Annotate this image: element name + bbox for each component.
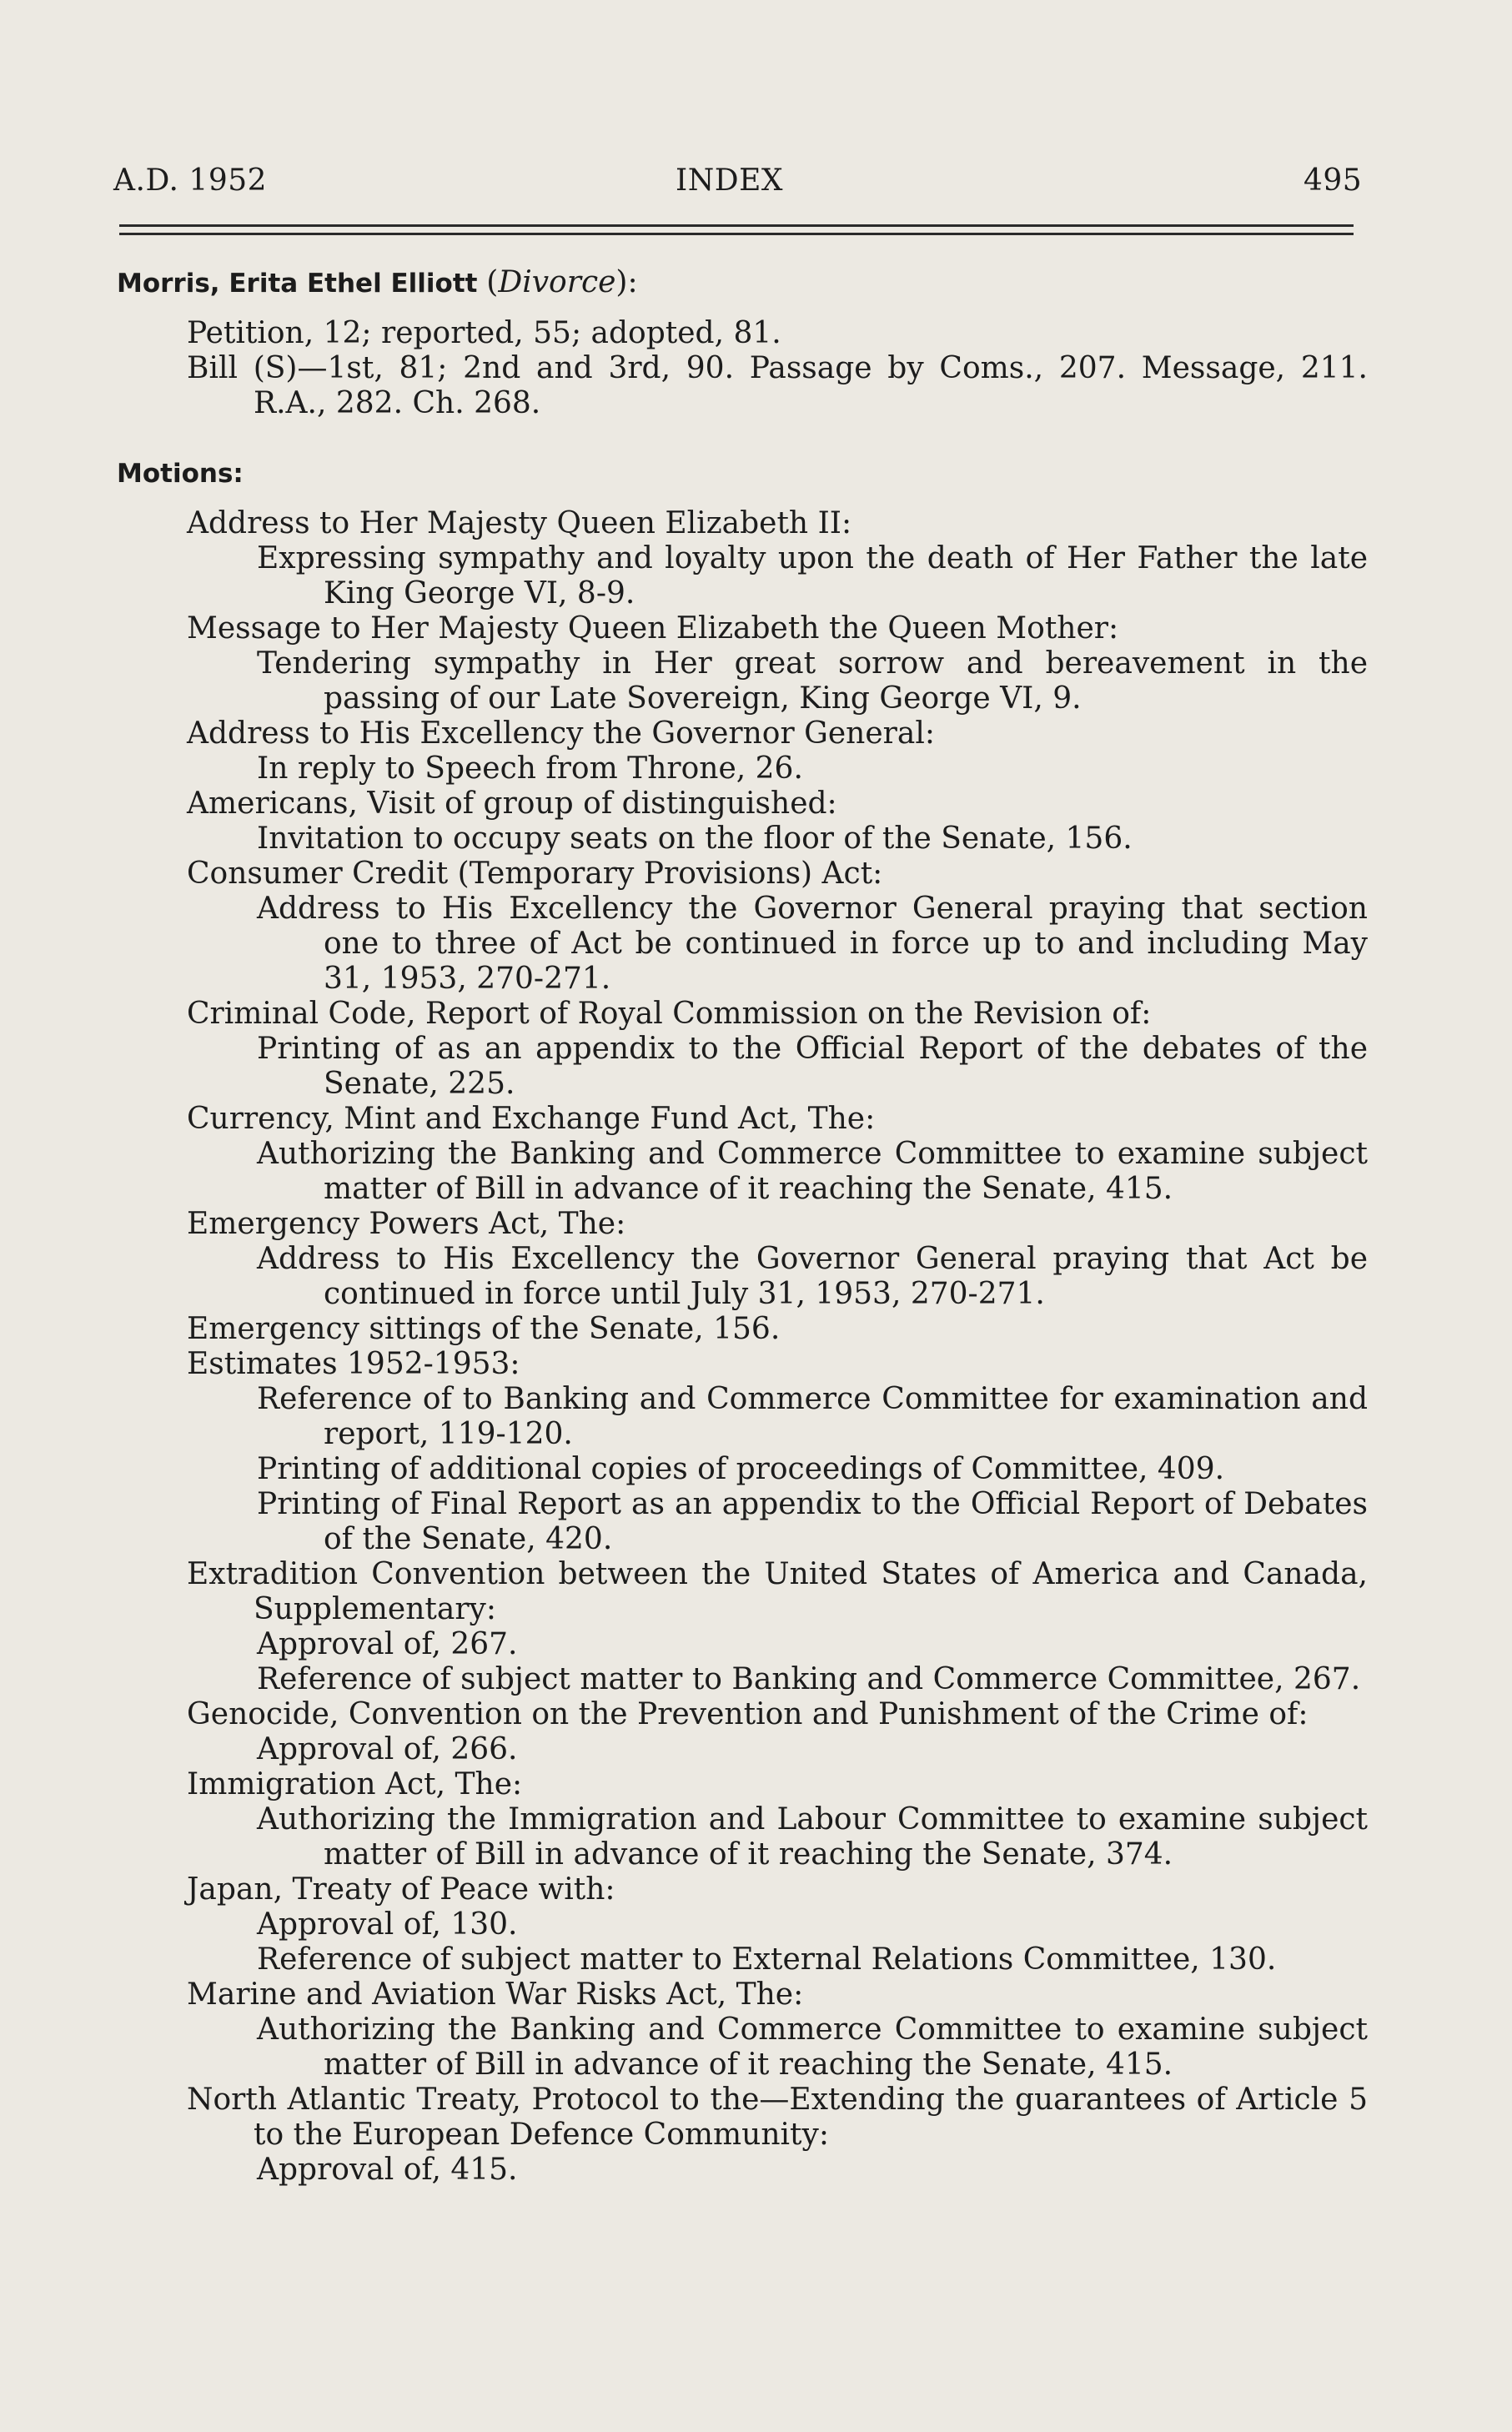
motion-subentry: Authorizing the Immigration and Labour Committee to examine subject matter of Bill in advance of it reaching the Senate, 374. <box>257 1802 1368 1872</box>
motion-subentry: Approval of, 267. <box>257 1627 518 1661</box>
motion-subentry: Authorizing the Banking and Commerce Committee to examine subject matter of Bill in advance of it reaching the Senate, 415. <box>257 1137 1368 1206</box>
motion-entry: Marine and Aviation War Risks Act, The: <box>187 1977 804 2012</box>
motion-entry: Currency, Mint and Exchange Fund Act, The: <box>187 1102 876 1136</box>
subentry-bill: Bill (S)—1st, 81; 2nd and 3rd, 90. Passage by Coms., 207. Message, 211. R.A., 282. Ch. 268. <box>187 351 1368 420</box>
motion-subentry: In reply to Speech from Throne, 26. <box>257 751 803 786</box>
motion-entry: Consumer Credit (Temporary Provisions) Act: <box>187 857 883 891</box>
header-rule-top <box>119 224 1354 227</box>
motion-subentry: Tendering sympathy in Her great sorrow and bereavement in the passing of our Late Sovereign, King George VI, 9. <box>257 646 1368 716</box>
motion-subentry: Printing of Final Report as an appendix to the Official Report of Debates of the Senate, 420. <box>257 1487 1368 1556</box>
motion-subentry: Approval of, 266. <box>257 1732 518 1766</box>
spacer <box>117 301 1368 316</box>
motion-entry: Address to Her Majesty Queen Elizabeth II: <box>187 506 852 540</box>
motion-entry: Americans, Visit of group of distinguished: <box>187 786 837 821</box>
motion-subentry: Printing of as an appendix to the Official Report of the debates of the Senate, 225. <box>257 1032 1368 1101</box>
motion-subentry: Authorizing the Banking and Commerce Committee to examine subject matter of Bill in advance of it reaching the Senate, 415. <box>257 2012 1368 2082</box>
entry-qualifier: (Divorce): <box>486 265 638 299</box>
motion-subentry: Address to His Excellency the Governor General praying that Act be continued in force until July 31, 1953, 270-271. <box>257 1242 1368 1311</box>
index-content <box>117 265 1368 2188</box>
spacer <box>117 421 1368 456</box>
header-rule-bottom <box>119 233 1354 235</box>
motion-entry: Emergency Powers Act, The: <box>187 1207 626 1241</box>
motion-entry: Japan, Treaty of Peace with: <box>187 1872 615 1907</box>
motion-entry: Emergency sittings of the Senate, 156. <box>187 1312 781 1346</box>
entry-name: Morris, Erita Ethel Elliott <box>117 269 478 299</box>
header-date: A.D. 1952 <box>113 163 268 198</box>
motion-subentry: Reference of to Banking and Commerce Committee for examination and report, 119-120. <box>257 1382 1368 1451</box>
motion-subentry: Approval of, 415. <box>257 2153 518 2187</box>
motion-subentry: Reference of subject matter to External Relations Committee, 130. <box>257 1942 1277 1977</box>
motion-entry: North Atlantic Treaty, Protocol to the—Extending the guarantees of Article 5 to the European Defence Community: <box>187 2083 1368 2152</box>
motion-entry: Extradition Convention between the United States of America and Canada, Supplementary: <box>187 1557 1368 1626</box>
page-number: 495 <box>1304 163 1363 198</box>
motion-entry: Message to Her Majesty Queen Elizabeth the Queen Mother: <box>187 611 1119 646</box>
motion-subentry: Invitation to occupy seats on the floor of the Senate, 156. <box>257 822 1133 856</box>
motion-subentry: Approval of, 130. <box>257 1907 518 1942</box>
motion-entry: Estimates 1952-1953: <box>187 1347 520 1381</box>
header-title: INDEX <box>676 163 783 198</box>
motion-entry: Genocide, Convention on the Prevention and Punishment of the Crime of: <box>187 1697 1309 1731</box>
entry-heading-morris <box>117 265 1368 301</box>
subentry-petition: Petition, 12; reported, 55; adopted, 81. <box>187 316 781 350</box>
motion-subentry: Expressing sympathy and loyalty upon the death of Her Father the late King George VI, 8-9. <box>257 541 1368 611</box>
motion-entry: Criminal Code, Report of Royal Commission on the Revision of: <box>187 997 1152 1031</box>
spacer <box>117 491 1368 506</box>
motions-list <box>117 506 1368 2188</box>
motion-subentry: Printing of additional copies of proceedings of Committee, 409. <box>257 1452 1225 1486</box>
motion-entry: Immigration Act, The: <box>187 1767 523 1801</box>
entry-heading-motions: Motions: <box>117 459 244 489</box>
motion-subentry: Address to His Excellency the Governor General praying that section one to three of Act be continued in force up to and including May 31, 1953, 270-271. <box>257 892 1368 996</box>
motion-entry: Address to His Excellency the Governor General: <box>187 716 935 751</box>
motion-subentry: Reference of subject matter to Banking and Commerce Committee, 267. <box>257 1662 1361 1696</box>
